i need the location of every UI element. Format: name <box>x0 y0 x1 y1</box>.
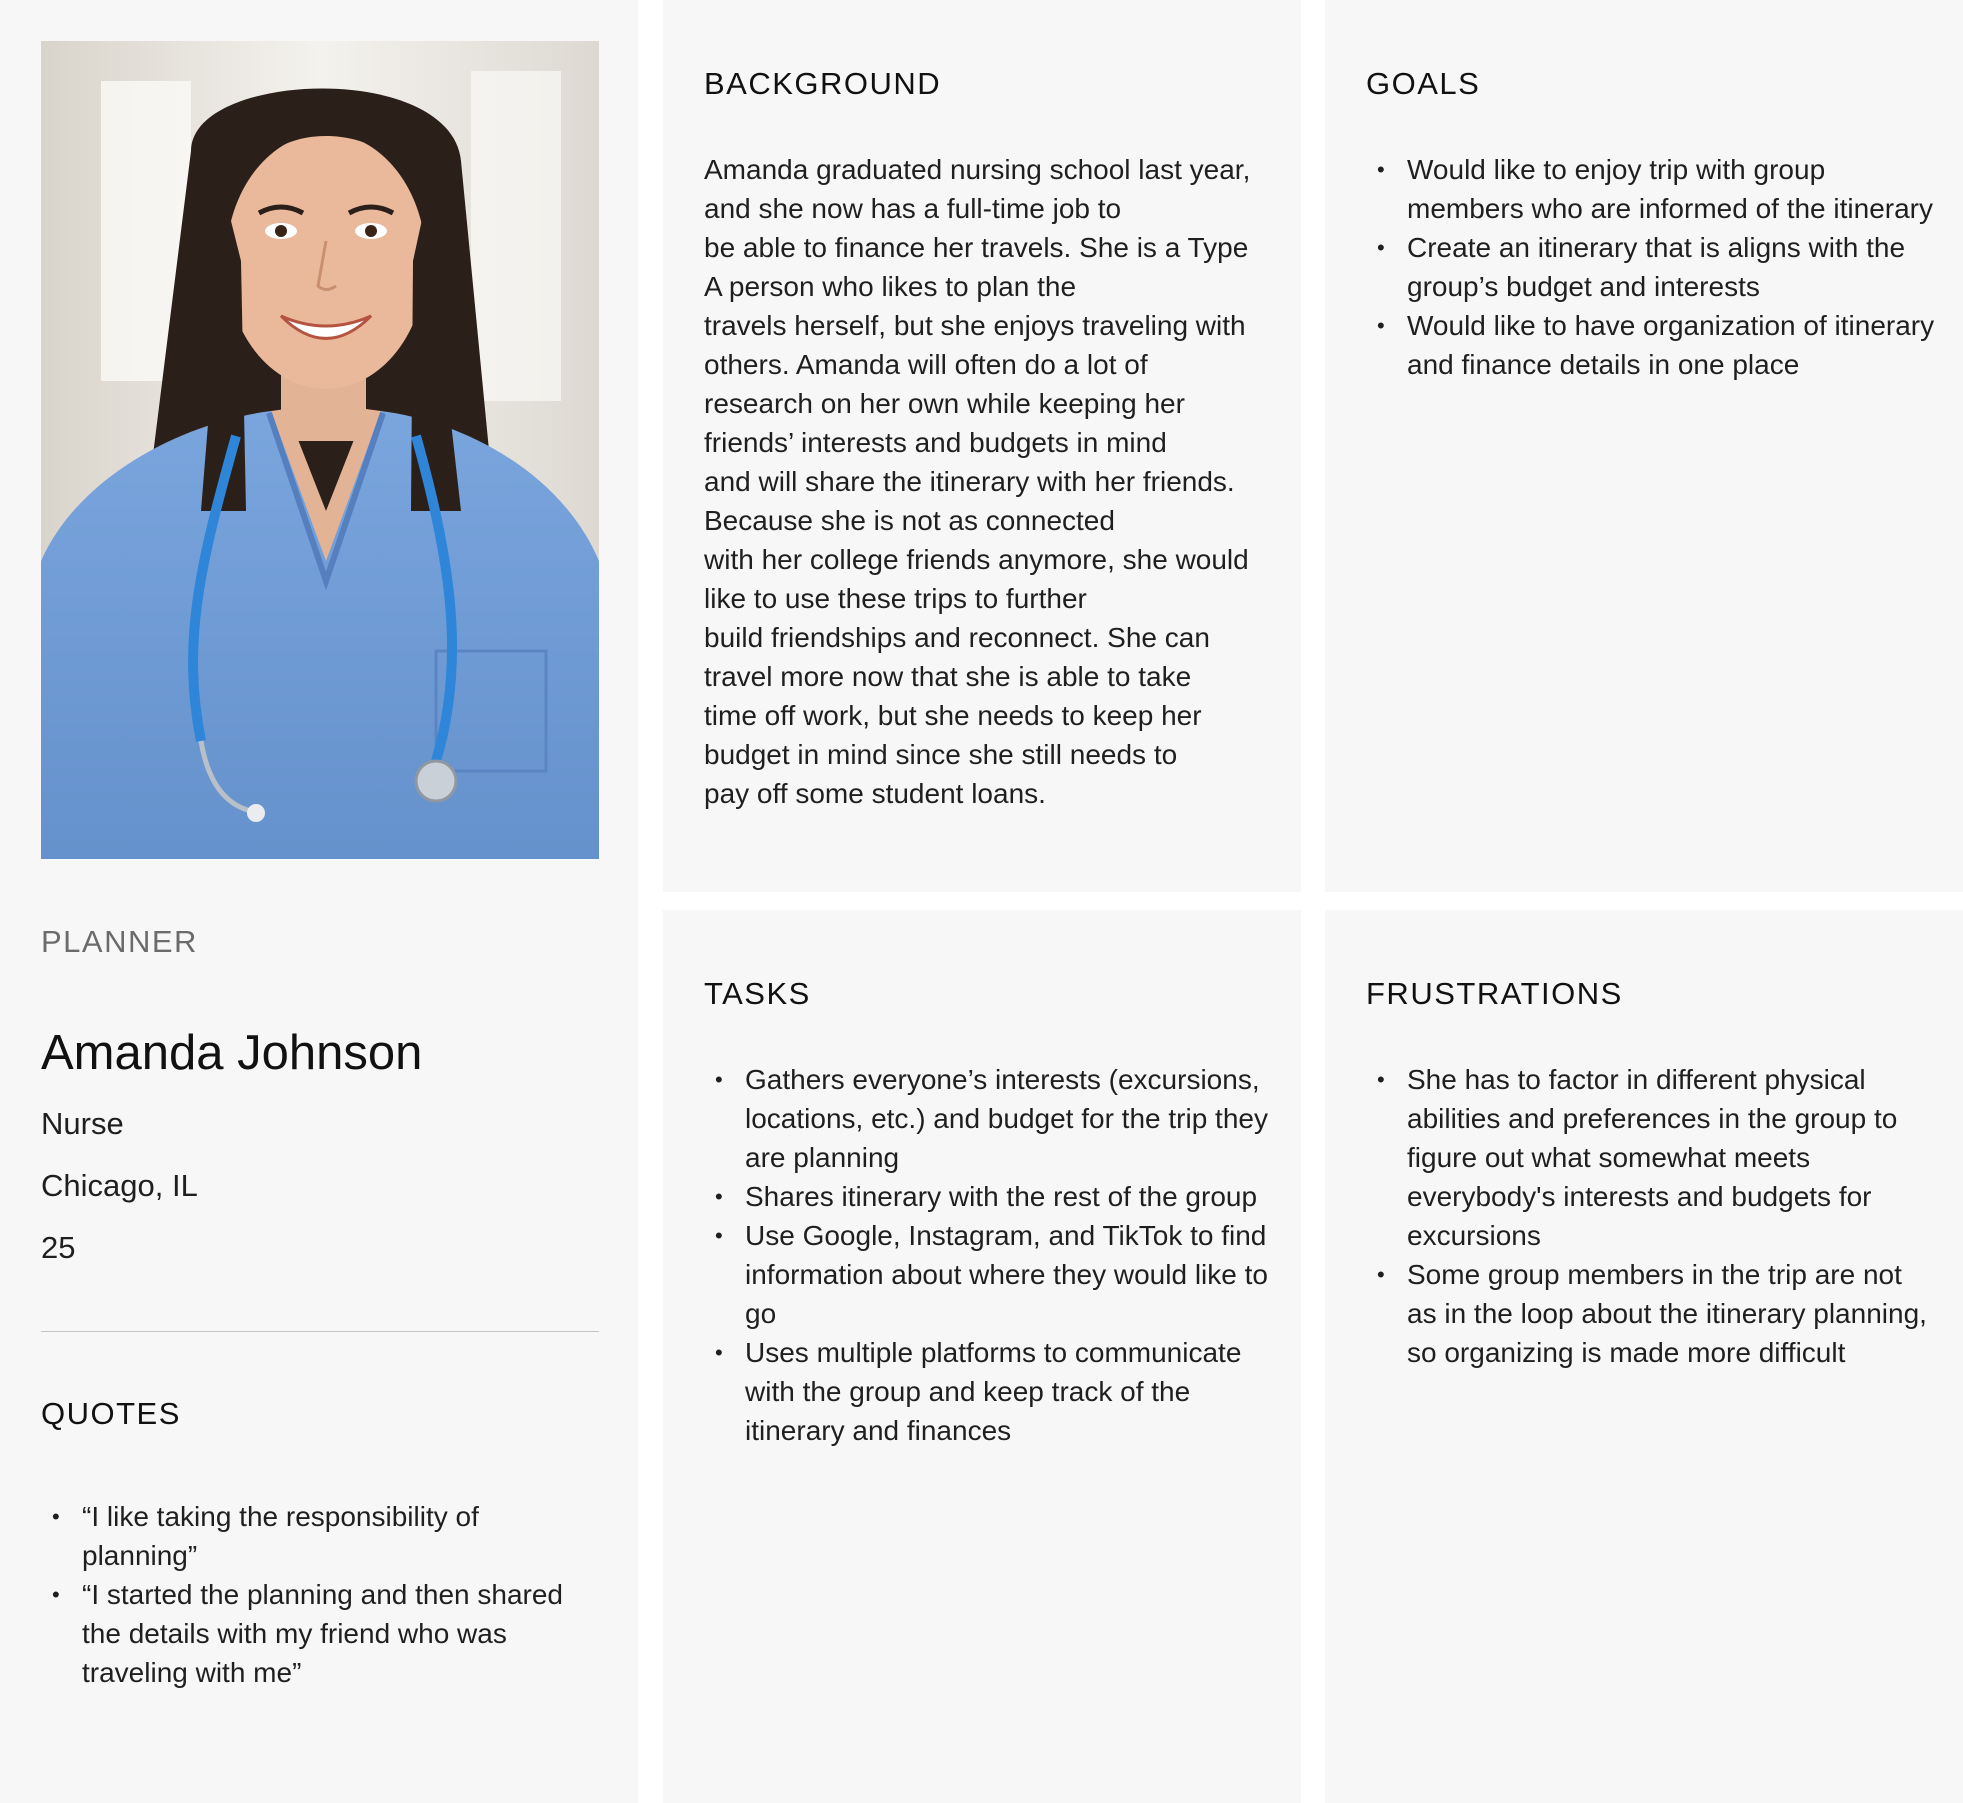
goals-list <box>1366 150 1936 384</box>
background-heading: BACKGROUND <box>704 66 942 101</box>
list-item: • Shares itinerary with the rest of the group <box>704 1177 1274 1216</box>
background-line: and she now has a full-time job to <box>704 193 1122 224</box>
persona-name: Amanda Johnson <box>41 1026 423 1080</box>
background-line: research on her own while keeping her <box>704 388 1185 419</box>
background-line: travel more now that she is able to take <box>704 661 1192 692</box>
background-line: friends’ interests and budgets in mind <box>704 427 1167 458</box>
background-line: pay off some student loans. <box>704 778 1046 809</box>
persona-role: PLANNER <box>41 924 198 959</box>
list-item: • “I like taking the responsibility of planning” <box>41 1497 601 1575</box>
tasks-panel <box>663 910 1301 1803</box>
persona-occupation: Nurse <box>41 1106 124 1141</box>
persona-age: 25 <box>41 1230 76 1265</box>
tasks-list <box>704 1060 1274 1450</box>
tasks-heading: TASKS <box>704 976 811 1011</box>
list-item: • She has to factor in different physical abilities and preferences in the group to figure out what somewhat meets everybody's interests and budgets for excursions <box>1366 1060 1936 1255</box>
background-line: travels herself, but she enjoys traveling with <box>704 310 1246 341</box>
background-line: build friendships and reconnect. She can <box>704 622 1210 653</box>
persona-location: Chicago, IL <box>41 1168 198 1203</box>
background-line: like to use these trips to further <box>704 583 1087 614</box>
background-text <box>704 150 1274 813</box>
frustrations-heading: FRUSTRATIONS <box>1366 976 1623 1011</box>
list-item: • “I started the planning and then shared the details with my friend who was traveling with me” <box>41 1575 601 1692</box>
list-item: • Use Google, Instagram, and TikTok to find information about where they would like to go <box>704 1216 1274 1333</box>
list-item: • Would like to enjoy trip with group members who are informed of the itinerary <box>1366 150 1936 228</box>
background-line: with her college friends anymore, she would <box>704 544 1249 575</box>
background-line: budget in mind since she still needs to <box>704 739 1178 770</box>
goals-heading: GOALS <box>1366 66 1481 101</box>
section-divider <box>41 1331 599 1332</box>
background-line: A person who likes to plan the <box>704 271 1077 302</box>
list-item: • Gathers everyone’s interests (excursions, locations, etc.) and budget for the trip they are planning <box>704 1060 1274 1177</box>
background-line: Because she is not as connected <box>704 505 1115 536</box>
background-line: others. Amanda will often do a lot of <box>704 349 1148 380</box>
background-line: Amanda graduated nursing school last year, <box>704 154 1251 185</box>
list-item: • Create an itinerary that is aligns with the group’s budget and interests <box>1366 228 1936 306</box>
background-line: and will share the itinerary with her friends. <box>704 466 1235 497</box>
list-item: • Uses multiple platforms to communicate with the group and keep track of the itinerary and finances <box>704 1333 1274 1450</box>
background-line: be able to finance her travels. She is a Type <box>704 232 1249 263</box>
frustrations-panel <box>1325 910 1963 1803</box>
quotes-heading: QUOTES <box>41 1396 181 1431</box>
list-item: • Would like to have organization of itinerary and finance details in one place <box>1366 306 1936 384</box>
background-line: time off work, but she needs to keep her <box>704 700 1202 731</box>
list-item: • Some group members in the trip are not as in the loop about the itinerary planning, so organizing is made more difficult <box>1366 1255 1936 1372</box>
background-panel <box>663 0 1301 892</box>
frustrations-list <box>1366 1060 1936 1372</box>
quotes-list <box>41 1497 601 1692</box>
persona-profile-panel <box>0 0 638 1803</box>
goals-panel <box>1325 0 1963 892</box>
persona-photo <box>41 41 599 859</box>
